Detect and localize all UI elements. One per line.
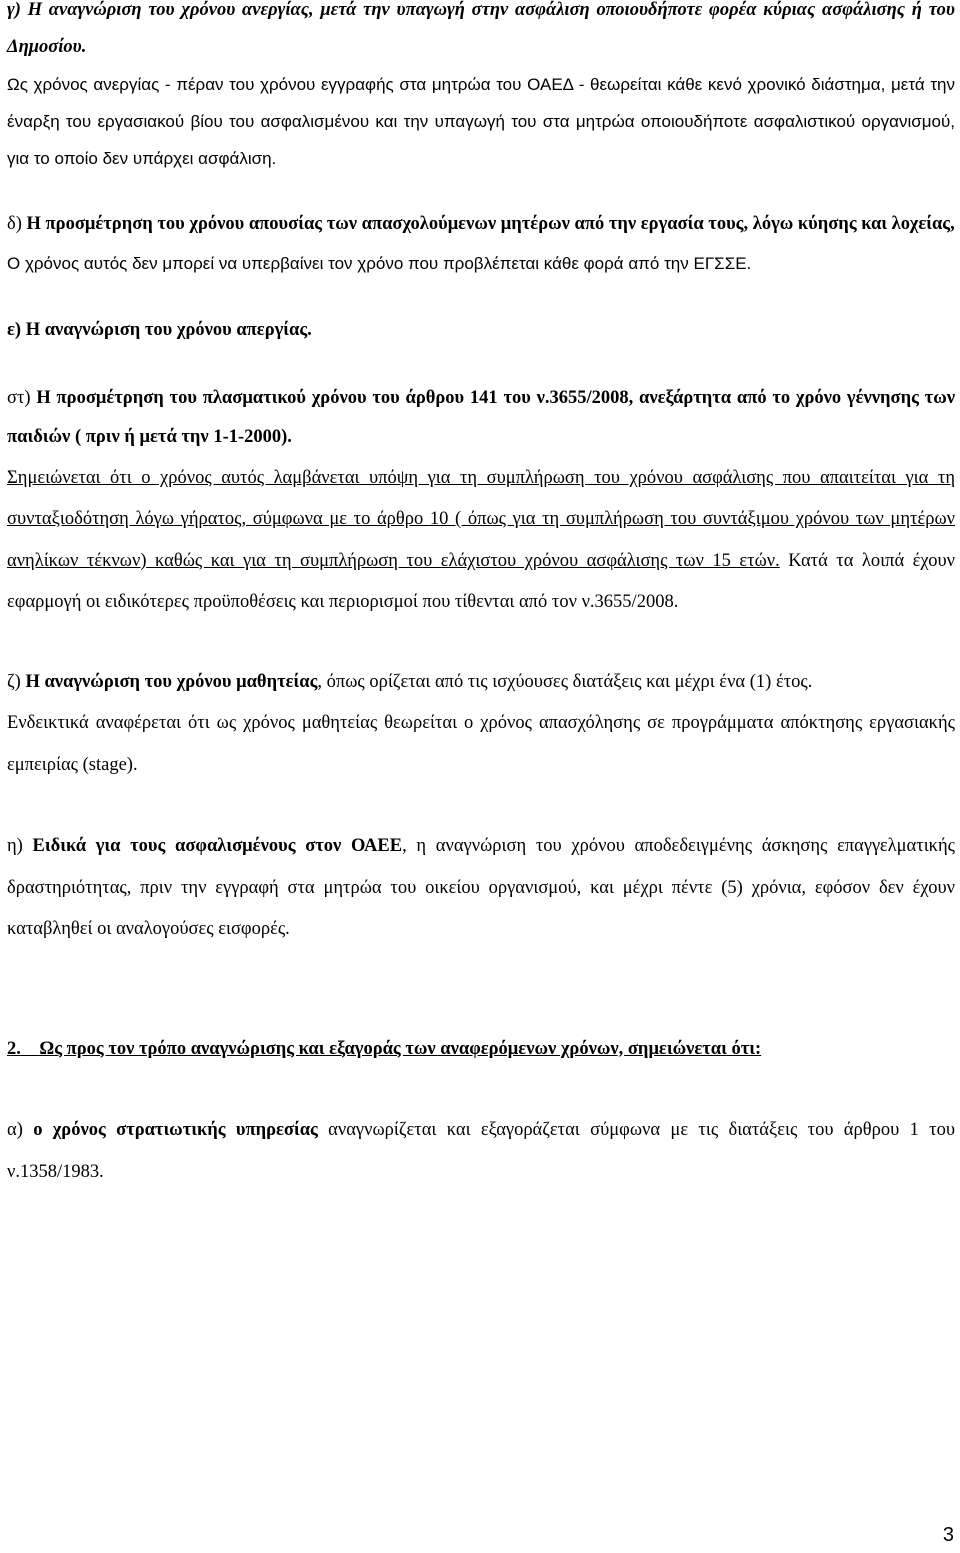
section-2-heading xyxy=(7,1029,955,1071)
paragraph-alpha xyxy=(7,1110,955,1193)
delta-heading-text: Η προσμέτρηση του χρόνου απουσίας των απασχολούμενων μητέρων από την εργασία τους, λόγω κύησης και λοχείας, xyxy=(26,214,955,234)
st-underlined-note: Σημειώνεται ότι ο χρόνος αυτός λαμβάνεται υπόψη για τη συμπλήρωση του χρόνου ασφάλισης που απαιτείται για τη συνταξιοδότηση λόγω γήρατος, σύμφωνα με το άρθρο 10 ( όπως για τη συμπλήρωση του συντάξιμου χρόνου των μητέρων ανηλίκων τέκνων) καθώς και για τη συμπλήρωση του ελάχιστου χρόνου ασφάλισης των 15 ετών. xyxy=(7,467,955,571)
document-page xyxy=(7,0,955,1193)
zeta-rest-text: , όπως ορίζεται από τις ισχύουσες διατάξεις και μέχρι ένα (1) έτος. xyxy=(317,671,813,692)
paragraph-gamma-body: Ως χρόνος ανεργίας - πέραν του χρόνου εγγραφής στα μητρώα του ΟΑΕΔ - θεωρείται κάθε κενό χρονικό διάστημα, μετά την έναρξη του εργασιακού βίου του ασφαλισμένου και την υπαγωγή του στα μητρώα οποιουδήποτε ασφαλιστικού οργανισμού, για το οποίο δεν υπάρχει ασφάλιση. xyxy=(7,75,955,168)
eta-heading-text: Ειδικά για τους ασφαλισμένους στον ΟΑΕΕ xyxy=(32,836,403,856)
section-2-heading-text: Ως προς τον τρόπο αναγνώρισης και εξαγοράς των αναφερόμενων χρόνων, σημειώνεται ότι: xyxy=(39,1038,762,1059)
paragraph-eta xyxy=(7,826,955,951)
paragraph-epsilon-heading: ε) Η αναγνώριση του χρόνου απεργίας. xyxy=(7,319,312,340)
item-marker-alpha: α) xyxy=(7,1120,34,1140)
paragraph-st-body xyxy=(7,458,955,624)
st-heading-text: Η προσμέτρηση του πλασματικού χρόνου του άρθρου 141 του ν.3655/2008, ανεξάρτητα από το χρόνο γέννησης των παιδιών ( πριν ή μετά την 1-1-2000). xyxy=(7,387,955,447)
zeta-heading-text: Η αναγνώριση του χρόνου μαθητείας xyxy=(25,671,318,692)
paragraph-gamma-heading: γ) Η αναγνώριση του χρόνου ανεργίας, μετά την υπαγωγή στην ασφάλιση οποιουδήποτε φορέα κύριας ασφάλισης ή του Δημοσίου. xyxy=(7,0,955,57)
paragraph-delta-heading xyxy=(7,205,955,245)
alpha-rest-text: αναγνωρίζεται και εξαγοράζεται σύμφωνα με τις διατάξεις του άρθρου 1 του ν.1358/1983. xyxy=(7,1120,955,1182)
eta-rest-text: , η αναγνώριση του χρόνου αποδεδειγμένης άσκησης επαγγελματικής δραστηριότητας, πριν την εγγραφή στα μητρώα του οικείου οργανισμού, και μέχρι πέντε (5) χρόνια, εφόσον δεν έχουν καταβληθεί οι αναλογούσες εισφορές. xyxy=(7,836,955,939)
st-rest-text: Κατά τα λοιπά έχουν εφαρμογή οι ειδικότερες προϋποθέσεις και περιορισμοί που τίθενται από τον ν.3655/2008. xyxy=(7,550,955,612)
alpha-heading-text: ο χρόνος στρατιωτικής υπηρεσίας xyxy=(33,1120,318,1140)
item-marker-delta: δ) xyxy=(7,214,22,234)
section-2-number: 2. xyxy=(7,1038,21,1059)
item-marker-st: στ) xyxy=(7,387,31,408)
paragraph-zeta-heading xyxy=(7,662,955,704)
page-number: 3 xyxy=(942,1524,954,1546)
paragraph-delta-body: Ο χρόνος αυτός δεν μπορεί να υπερβαίνει τον χρόνο που προβλέπεται κάθε φορά από την ΕΓΣΣΕ. xyxy=(7,253,752,273)
item-marker-eta: η) xyxy=(7,836,33,856)
paragraph-zeta-body: Ενδεικτικά αναφέρεται ότι ως χρόνος μαθητείας θεωρείται ο χρόνος απασχόλησης σε προγράμματα απόκτησης εργασιακής εμπειρίας (stage). xyxy=(7,713,955,775)
paragraph-st-heading xyxy=(7,379,955,458)
item-marker-zeta: ζ) xyxy=(7,671,26,692)
